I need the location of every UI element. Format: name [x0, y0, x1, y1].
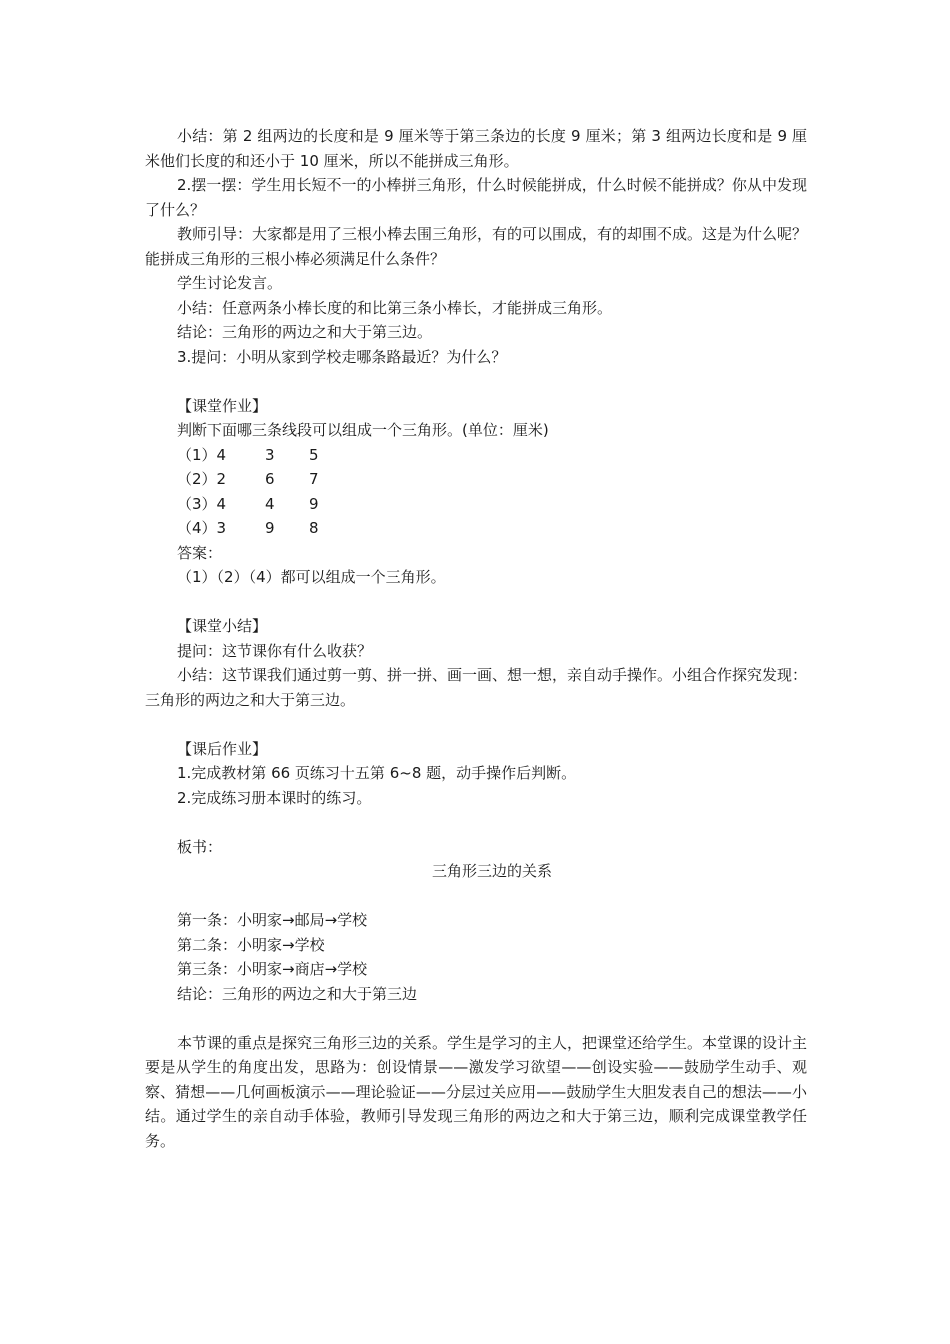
conclusion-line: 结论：三角形的两边之和大于第三边。 [177, 323, 433, 341]
board-line: 第一条：小明家→邮局→学校 [177, 911, 368, 929]
board-title: 三角形三边的关系 [431, 862, 552, 880]
segment-row [145, 443, 807, 468]
board-label: 板书： [177, 837, 223, 856]
classwork-prompt: 判断下面哪三条线段可以组成一个三角形。(单位：厘米) [177, 421, 549, 439]
segment-value: 5 [309, 445, 319, 464]
board-line: 结论：三角形的两边之和大于第三边 [177, 984, 418, 1003]
spacer [145, 1006, 807, 1031]
segment-row [145, 467, 807, 492]
segment-value: 6 [265, 470, 275, 488]
board-line: 第三条：小明家→商店→学校 [177, 960, 368, 978]
recap-question: 提问：这节课你有什么收获？ [177, 641, 373, 660]
spacer [145, 884, 807, 909]
spacer [145, 590, 807, 615]
segment-label: （1）4 [177, 445, 227, 464]
teacher-guide-paragraph: 教师引导：大家都是用了三根小棒去围三角形，有的可以围成，有的却围不成。这是为什么呢？能拼成三角形的三根小棒必须满足什么条件？ [145, 225, 808, 268]
segment-label: （2）2 [177, 470, 227, 488]
discussion-line: 学生讨论发言。 [177, 274, 283, 292]
spacer [145, 712, 807, 737]
homework-item-2: 2.完成练习册本课时的练习。 [177, 788, 372, 807]
recap-summary: 小结：这节课我们通过剪一剪、拼一拼、画一画、想一想，亲自动手操作。小组合作探究发现：三角形的两边之和大于第三边。 [145, 666, 808, 709]
segment-value: 4 [265, 494, 275, 513]
answer-text: （1）（2）（4）都可以组成一个三角形。 [177, 568, 446, 586]
spacer [145, 810, 807, 835]
board-line: 第二条：小明家→学校 [177, 935, 325, 954]
summary-line-2: 小结：任意两条小棒长度的和比第三条小棒长，才能拼成三角形。 [177, 298, 613, 317]
answer-label: 答案： [177, 543, 223, 562]
spacer [145, 369, 807, 394]
homework-heading: 【课后作业】 [177, 739, 268, 758]
homework-item-1: 1.完成教材第 66 页练习十五第 6~8 题，动手操作后判断。 [177, 764, 577, 782]
segment-value: 8 [309, 519, 319, 537]
reflection-paragraph: 本节课的重点是探究三角形三边的关系。学生是学习的主人，把课堂还给学生。本堂课的设计主要是从学生的角度出发，思路为：创设情景——激发学习欲望——创设实验——鼓励学生动手、观察、猜想——几何画板演示——理论验证——分层过关应用——鼓励学生大胆发表自己的想法——小结。通过学生的亲自动手体验，教师引导发现三角形的两边之和大于第三边，顺利完成课堂教学任务。 [145, 1033, 808, 1150]
segment-row [145, 516, 807, 541]
segment-value: 7 [309, 470, 319, 488]
segment-label: （4）3 [177, 519, 227, 537]
segment-value: 9 [309, 494, 319, 513]
summary-paragraph-1: 小结：第 2 组两边的长度和是 9 厘米等于第三条边的长度 9 厘米；第 3 组两边长度和是 9 厘米他们长度的和还小于 10 厘米，所以不能拼成三角形。 [145, 127, 807, 170]
segment-label: （3）4 [177, 494, 227, 513]
recap-heading: 【课堂小结】 [177, 617, 268, 635]
activity-2-paragraph: 2.摆一摆：学生用长短不一的小棒拼三角形，什么时候能拼成，什么时候不能拼成？你从中发现了什么？ [145, 176, 807, 219]
classwork-heading: 【课堂作业】 [177, 396, 268, 415]
segment-value: 9 [265, 519, 275, 537]
question-3-line: 3.提问：小明从家到学校走哪条路最近？为什么？ [177, 347, 507, 366]
segment-value: 3 [265, 445, 275, 464]
document-body [145, 124, 807, 1153]
segment-row [145, 492, 807, 517]
